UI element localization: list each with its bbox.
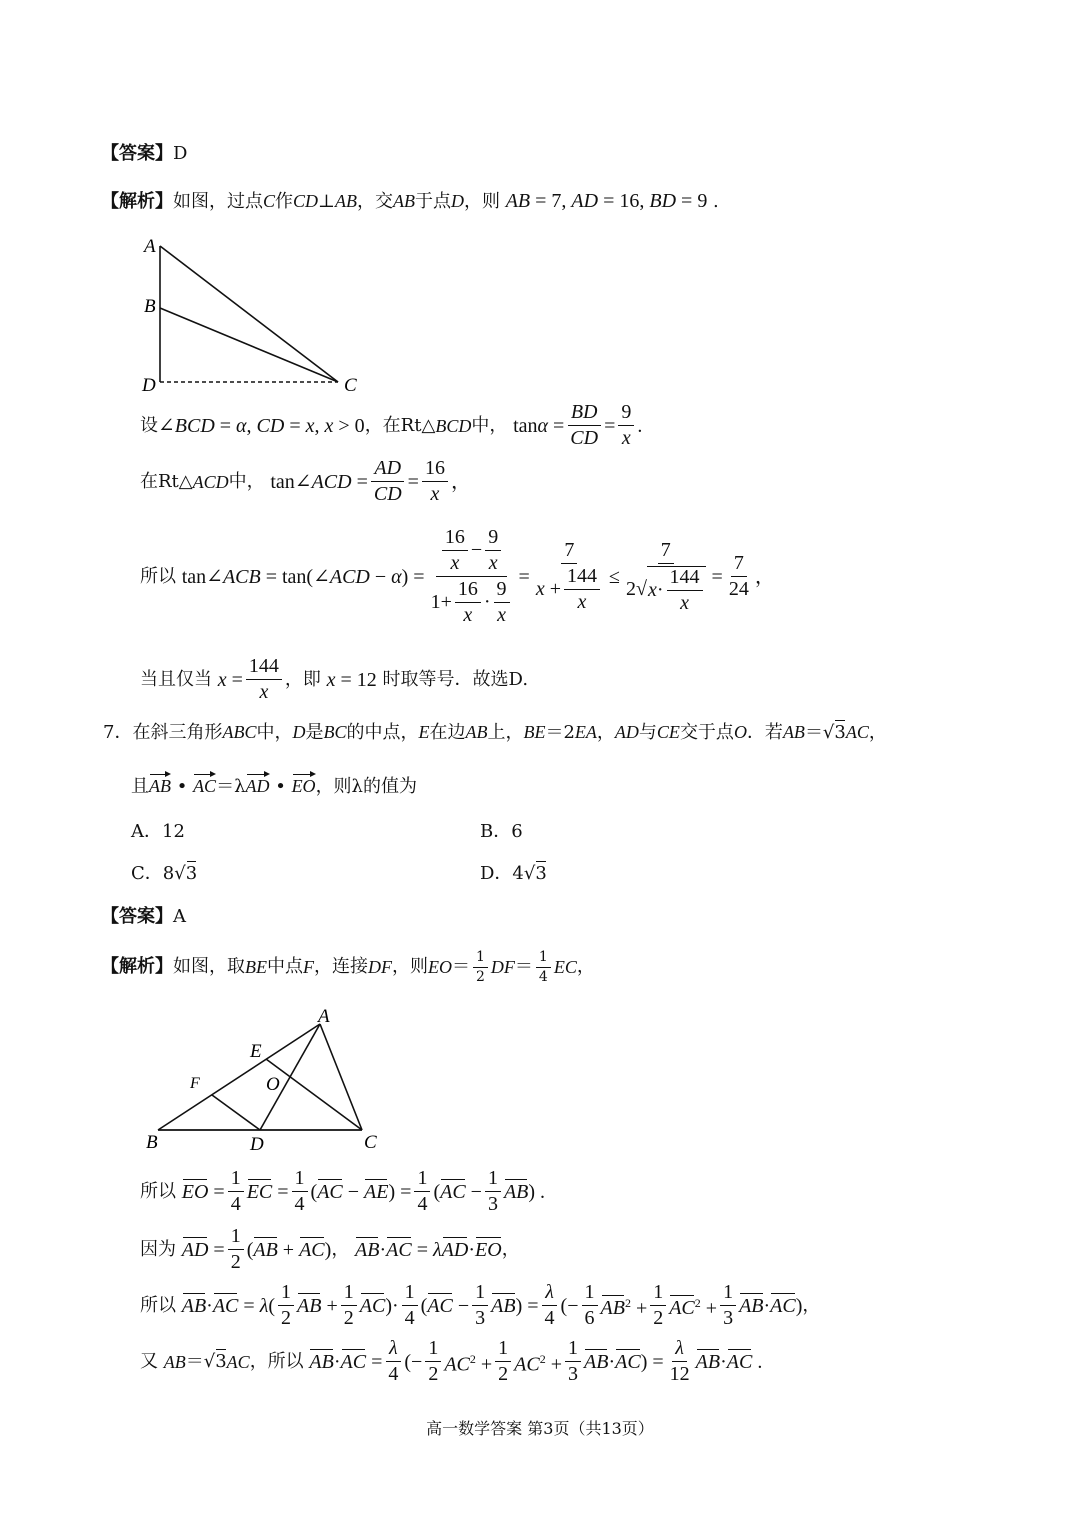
- label-o: O: [266, 1074, 280, 1095]
- q6-answer: 【答案】D: [101, 143, 188, 164]
- label-a: A: [144, 236, 156, 257]
- q7-stem-2: 且AB • AC＝λAD • EO，则λ的值为: [131, 776, 417, 797]
- q7-figure: [140, 1000, 400, 1160]
- label-e: E: [250, 1041, 262, 1062]
- label-f: F: [190, 1075, 200, 1092]
- label-d: D: [250, 1134, 264, 1155]
- q7-stem-1: 7．在斜三角形ABC中，D是BC的中点，E在边AB上，BE＝2EA，AD与CE交于点O．若AB＝√3AC，: [103, 722, 887, 743]
- label-c: C: [364, 1132, 377, 1153]
- label-c: C: [344, 375, 357, 396]
- edge-fd: [212, 1095, 260, 1130]
- q7-step2: 因为 AD = $\frac{1}{2}$ (AB + AC) ， AB·AC = λAD·EO ，: [140, 1225, 520, 1273]
- label-b: B: [144, 296, 156, 317]
- label-a: A: [318, 1006, 330, 1027]
- q7-step4: 又 AB ＝√ 3 AC ，所以 AB·AC = $\frac{\lambda}{4}$ (− $\frac{1}{2}$ $AC^2$ + $\frac{1}{2}$ $AC^2$ + $\frac{1}{3}$ AB·AC) = $\frac{\lambda}{12}$ AB·AC .: [140, 1337, 763, 1385]
- q6-figure: [138, 230, 378, 400]
- page-footer: 高一数学答案 第3页（共13页）: [426, 1419, 654, 1438]
- q7-answer: 【答案】A: [101, 906, 186, 927]
- q6-step1: 设 ∠BCD = α, CD = x, x > 0 ，在Rt△ BCD 中， tanα = $\frac{BD}{CD}$ = $\frac{9}{x}$ .: [140, 401, 643, 449]
- q7-option-a[interactable]: A．12: [131, 821, 185, 842]
- q7-step3: 所以 AB·AC = λ( $\frac{1}{2}$ AB + $\frac{1}{2}$ AC)· $\frac{1}{4}$ (AC − $\frac{1}{3}$ AB) = $\frac{\lambda}{4}$ (− $\frac{1}{6}$ $AB^2$ + $\frac{1}{2}$ $AC^2$ + $\frac{1}{3}$ AB·AC) ，: [140, 1281, 821, 1329]
- edge-bc: [160, 308, 338, 382]
- q7-option-d[interactable]: D．4√3: [480, 863, 547, 884]
- q7-analysis-intro: 【解析】 如图，取 BE 中点 F ，连接 DF ，则 EO ＝ $\frac{1}{2}$ DF ＝ $\frac{1}{4}$ EC ，: [101, 949, 595, 985]
- q6-analysis-intro: 【解析】如图，过点C作CD⊥AB，交AB于点D，则 AB = 7, AD = 16, BD = 9 .: [101, 190, 719, 212]
- edge-ac: [160, 246, 338, 382]
- label-d: D: [142, 375, 156, 396]
- q6-step2: 在Rt△ ACD 中， tan∠ACD = $\frac{AD}{CD}$ = $\frac{16}{x}$ ，: [140, 457, 471, 505]
- label-b: B: [146, 1132, 158, 1153]
- q6-step4: 当且仅当 x = $\frac{144}{x}$ ，即 x = 12 时取等号．故选D.: [140, 655, 529, 703]
- q7-option-c[interactable]: C．8√3: [131, 863, 198, 884]
- q7-option-b[interactable]: B．6: [480, 821, 523, 842]
- q7-step1: 所以 EO = $\frac{1}{4}$ EC = $\frac{1}{4}$ (AC − AE) = $\frac{1}{4}$ (AC − $\frac{1}{3}$ AB) .: [140, 1167, 546, 1215]
- q6-step3: 所以 tan∠ACB = tan(∠ACD − α) = $\frac{16}{x}$ − $\frac{9}{x}$ 1+ $\frac{16}{x}$ · $\frac{9}{x}$ = 7 x + $\frac{144}{x}$ ≤ 7 2√ x · $\frac{144}{x}$ = $\frac{7}{24}$ ，: [140, 526, 775, 626]
